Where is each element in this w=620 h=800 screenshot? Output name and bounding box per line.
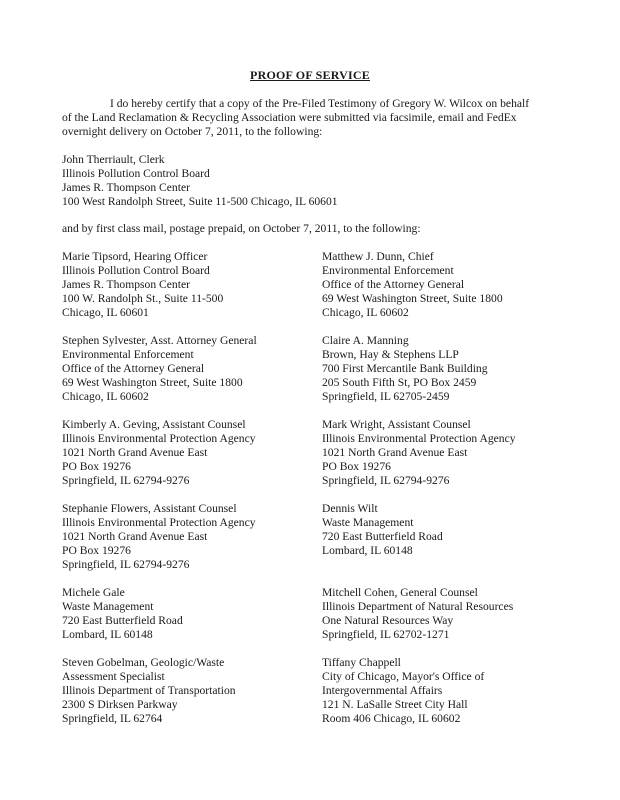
address-line: 1021 North Grand Avenue East xyxy=(62,530,208,543)
intro-line-2: of the Land Reclamation & Recycling Association were submitted via facsimile, email and FedEx xyxy=(62,111,517,124)
address-line: Steven Gobelman, Geologic/Waste xyxy=(62,656,225,669)
address-line: 100 W. Randolph St., Suite 11-500 xyxy=(62,292,224,305)
recipient-address-block xyxy=(322,586,572,642)
address-line: Illinois Department of Transportation xyxy=(62,684,236,697)
recipient-address-block xyxy=(322,334,572,404)
address-line: Illinois Pollution Control Board xyxy=(62,167,210,180)
address-line: Mark Wright, Assistant Counsel xyxy=(322,418,471,431)
address-line: Waste Management xyxy=(62,600,154,613)
address-line: PO Box 19276 xyxy=(322,460,391,473)
address-line: 69 West Washington Street, Suite 1800 xyxy=(322,292,503,305)
address-line: PO Box 19276 xyxy=(62,460,131,473)
address-line: Illinois Department of Natural Resources xyxy=(322,600,514,613)
recipient-address-block xyxy=(62,502,310,572)
address-line: 205 South Fifth St, PO Box 2459 xyxy=(322,376,477,389)
address-line: City of Chicago, Mayor's Office of xyxy=(322,670,485,683)
address-line: Dennis Wilt xyxy=(322,502,378,515)
address-line: Illinois Pollution Control Board xyxy=(62,264,210,277)
recipient-address-block xyxy=(322,502,572,572)
address-line: Stephen Sylvester, Asst. Attorney General xyxy=(62,334,257,347)
address-line: Springfield, IL 62794-9276 xyxy=(62,558,190,571)
recipient-address-block xyxy=(62,250,310,320)
address-line: PO Box 19276 xyxy=(62,544,131,557)
address-line: Springfield, IL 62702-1271 xyxy=(322,628,450,641)
address-line: Springfield, IL 62794-9276 xyxy=(62,474,190,487)
address-line: 69 West Washington Street, Suite 1800 xyxy=(62,376,243,389)
address-line: Mitchell Cohen, General Counsel xyxy=(322,586,478,599)
recipient-address-block xyxy=(62,586,310,642)
page-title: PROOF OF SERVICE xyxy=(250,68,370,82)
address-line: Marie Tipsord, Hearing Officer xyxy=(62,250,208,263)
address-line: 100 West Randolph Street, Suite 11-500 Chicago, IL 60601 xyxy=(62,195,338,208)
address-line: Assessment Specialist xyxy=(62,670,165,683)
address-line: Waste Management xyxy=(322,516,414,529)
address-line: Lombard, IL 60148 xyxy=(62,628,153,641)
address-line: 1021 North Grand Avenue East xyxy=(62,446,208,459)
address-line: James R. Thompson Center xyxy=(62,278,190,291)
address-line: Room 406 Chicago, IL 60602 xyxy=(322,712,461,725)
recipient-address-block xyxy=(62,656,310,726)
recipient-address-block xyxy=(322,656,572,726)
address-line: 720 East Butterfield Road xyxy=(62,614,183,627)
address-line: 720 East Butterfield Road xyxy=(322,530,443,543)
intro-line-1 xyxy=(62,97,562,111)
primary-recipient-address xyxy=(62,153,562,209)
address-line: Tiffany Chappell xyxy=(322,656,401,669)
address-line: Illinois Environmental Protection Agency xyxy=(62,432,256,445)
recipient-address-grid xyxy=(62,250,582,726)
address-line: John Therriault, Clerk xyxy=(62,153,165,166)
recipient-address-block xyxy=(62,418,310,488)
address-line: Chicago, IL 60602 xyxy=(62,390,149,403)
address-line: Chicago, IL 60601 xyxy=(62,306,149,319)
address-line: Illinois Environmental Protection Agency xyxy=(62,516,256,529)
address-line: Springfield, IL 62764 xyxy=(62,712,163,725)
recipient-address-block xyxy=(322,418,572,488)
intro-line-1-text: I do hereby certify that a copy of the Pre-Filed Testimony of Gregory W. Wilcox on behalf xyxy=(110,97,530,110)
address-line: Kimberly A. Geving, Assistant Counsel xyxy=(62,418,246,431)
certification-paragraph xyxy=(62,97,562,139)
address-line: One Natural Resources Way xyxy=(322,614,454,627)
recipient-address-block xyxy=(322,250,572,320)
address-line: Stephanie Flowers, Assistant Counsel xyxy=(62,502,237,515)
address-line: Environmental Enforcement xyxy=(62,348,194,361)
recipient-address-block xyxy=(62,334,310,404)
address-line: Chicago, IL 60602 xyxy=(322,306,409,319)
address-line: Environmental Enforcement xyxy=(322,264,454,277)
intro-line-3: overnight delivery on October 7, 2011, to the following: xyxy=(62,125,323,138)
address-line: Illinois Environmental Protection Agency xyxy=(322,432,516,445)
address-line: Claire A. Manning xyxy=(322,334,409,347)
first-class-mail-note: and by first class mail, postage prepaid, on October 7, 2011, to the following: xyxy=(62,222,421,235)
address-line: Lombard, IL 60148 xyxy=(322,544,413,557)
address-line: Springfield, IL 62705-2459 xyxy=(322,390,450,403)
address-line: Springfield, IL 62794-9276 xyxy=(322,474,450,487)
address-line: Intergovernmental Affairs xyxy=(322,684,443,697)
address-line: 700 First Mercantile Bank Building xyxy=(322,362,488,375)
address-line: 121 N. LaSalle Street City Hall xyxy=(322,698,468,711)
address-line: Office of the Attorney General xyxy=(322,278,465,291)
address-line: Brown, Hay & Stephens LLP xyxy=(322,348,459,361)
address-line: James R. Thompson Center xyxy=(62,181,190,194)
address-line: Matthew J. Dunn, Chief xyxy=(322,250,434,263)
address-line: 2300 S Dirksen Parkway xyxy=(62,698,178,711)
address-line: 1021 North Grand Avenue East xyxy=(322,446,468,459)
address-line: Office of the Attorney General xyxy=(62,362,205,375)
address-line: Michele Gale xyxy=(62,586,125,599)
